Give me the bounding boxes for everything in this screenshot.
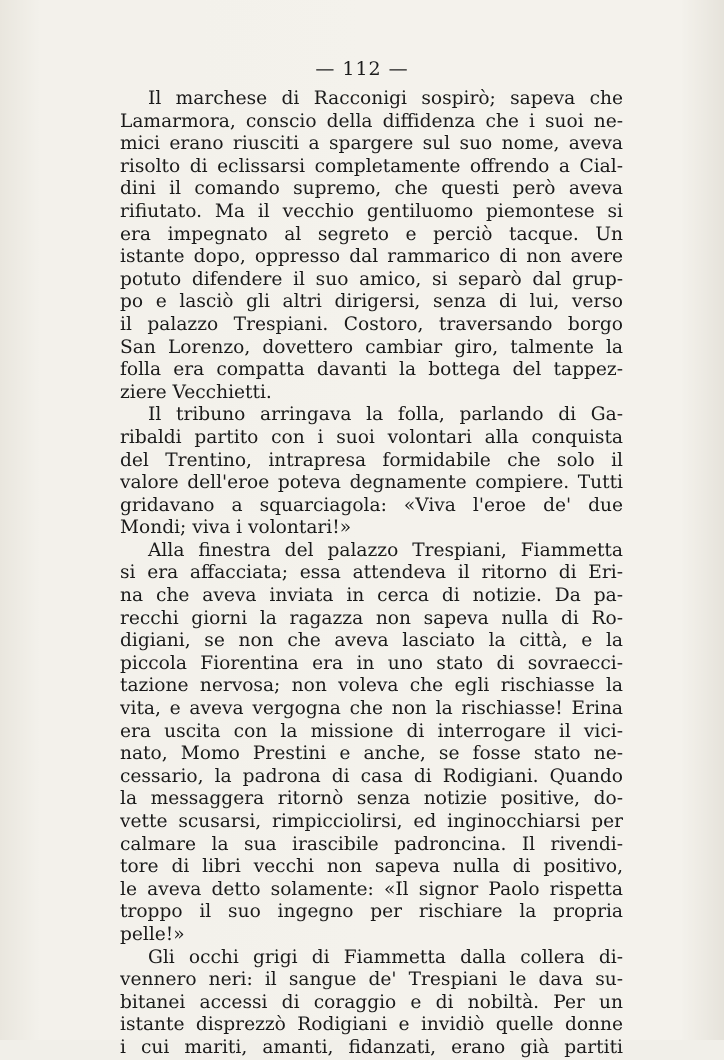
text-line: istante disprezzò Rodigiani e invidiò quelle donne [120, 1014, 623, 1036]
text-line: vette scusarsi, rimpicciolirsi, ed inginocchiarsi per [120, 811, 623, 832]
text-line: istante dopo, oppresso dal rammarico di non avere [120, 246, 623, 268]
text-line: troppo il suo ingegno per rischiare la propria [120, 901, 623, 923]
page-number: — 112 — [315, 58, 409, 80]
text-line: calmare la sua irascibile padroncina. Il rivendi- [120, 833, 623, 855]
text-line: nato, Momo Prestini e anche, se fosse stato ne- [120, 743, 623, 765]
text-line: la messaggera ritornò senza notizie positive, do- [120, 788, 623, 810]
text-line: gridavano a squarciagola: «Viva l'eroe de' due [120, 494, 623, 516]
text-line: cessario, la padrona di casa di Rodigiani. Quando [120, 765, 623, 787]
text-line: piccola Fiorentina era in uno stato di sovraecci- [120, 652, 623, 674]
text-line: tazione nervosa; non voleva che egli rischiasse la [120, 675, 623, 697]
text-line: si era affacciata; essa attendeva il ritorno di Eri- [120, 562, 623, 584]
text-line: San Lorenzo, dovettero cambiar giro, talmente la [120, 336, 623, 358]
text-line: na che aveva inviata in cerca di notizie. Da pa- [120, 585, 623, 607]
body-text [120, 88, 623, 1060]
text-line: risolto di eclissarsi completamente offrendo a Cial- [120, 155, 623, 177]
text-line: del Trentino, intrapresa formidabile che solo il [120, 449, 623, 471]
text-line: valore dell'eroe poteva degnamente compiere. Tutti [120, 472, 623, 494]
text-line: Alla finestra del palazzo Trespiani, Fiammetta [148, 539, 623, 561]
text-line: vita, e aveva vergogna che non la rischiasse! Erina [120, 698, 623, 720]
text-line: digiani, se non che aveva lasciato la città, e la [120, 630, 623, 652]
text-line: era uscita con la missione di interrogare il vici- [120, 720, 623, 742]
text-line: dini il comando supremo, che questi però aveva [120, 178, 623, 200]
text-line: era impegnato al segreto e perciò tacque. Un [120, 223, 623, 245]
text-line: ziere Vecchietti. [120, 381, 272, 403]
text-line: ribaldi partito con i suoi volontari alla conquista [120, 426, 623, 448]
text-line: tore di libri vecchi non sapeva nulla di positivo, [120, 856, 623, 878]
text-line: le aveva detto solamente: «Il signor Paolo rispetta [120, 878, 623, 900]
text-line: Lamarmora, conscio della diffidenza che i suoi ne- [120, 110, 623, 132]
text-line: Mondi; viva i volontari!» [120, 517, 352, 539]
text-line: pelle!» [120, 923, 185, 945]
text-line: recchi giorni la ragazza non sapeva nulla di Ro- [120, 607, 623, 629]
text-line: i cui mariti, amanti, fidanzati, erano già partiti [120, 1036, 623, 1058]
text-line: potuto difendere il suo amico, si separò dal grup- [120, 268, 623, 290]
text-line: Il marchese di Racconigi sospirò; sapeva che [148, 88, 623, 109]
text-line: po e lasciò gli altri dirigersi, senza di lui, verso [120, 291, 623, 313]
text-line: rifiutato. Ma il vecchio gentiluomo piemontese si [120, 200, 623, 222]
text-line: Gli occhi grigi di Fiammetta dalla collera di- [148, 946, 623, 968]
text-line: il palazzo Trespiani. Costoro, traversando borgo [120, 313, 623, 335]
text-line: vennero neri: il sangue de' Trespiani le dava su- [120, 969, 623, 991]
text-line: mici erano riusciti a spargere sul suo nome, aveva [120, 133, 623, 155]
text-line: bitanei accessi di coraggio e di nobiltà. Per un [120, 991, 623, 1013]
text-line: Il tribuno arringava la folla, parlando di Ga- [148, 404, 623, 426]
text-line: folla era compatta davanti la bottega del tappez- [120, 359, 623, 381]
